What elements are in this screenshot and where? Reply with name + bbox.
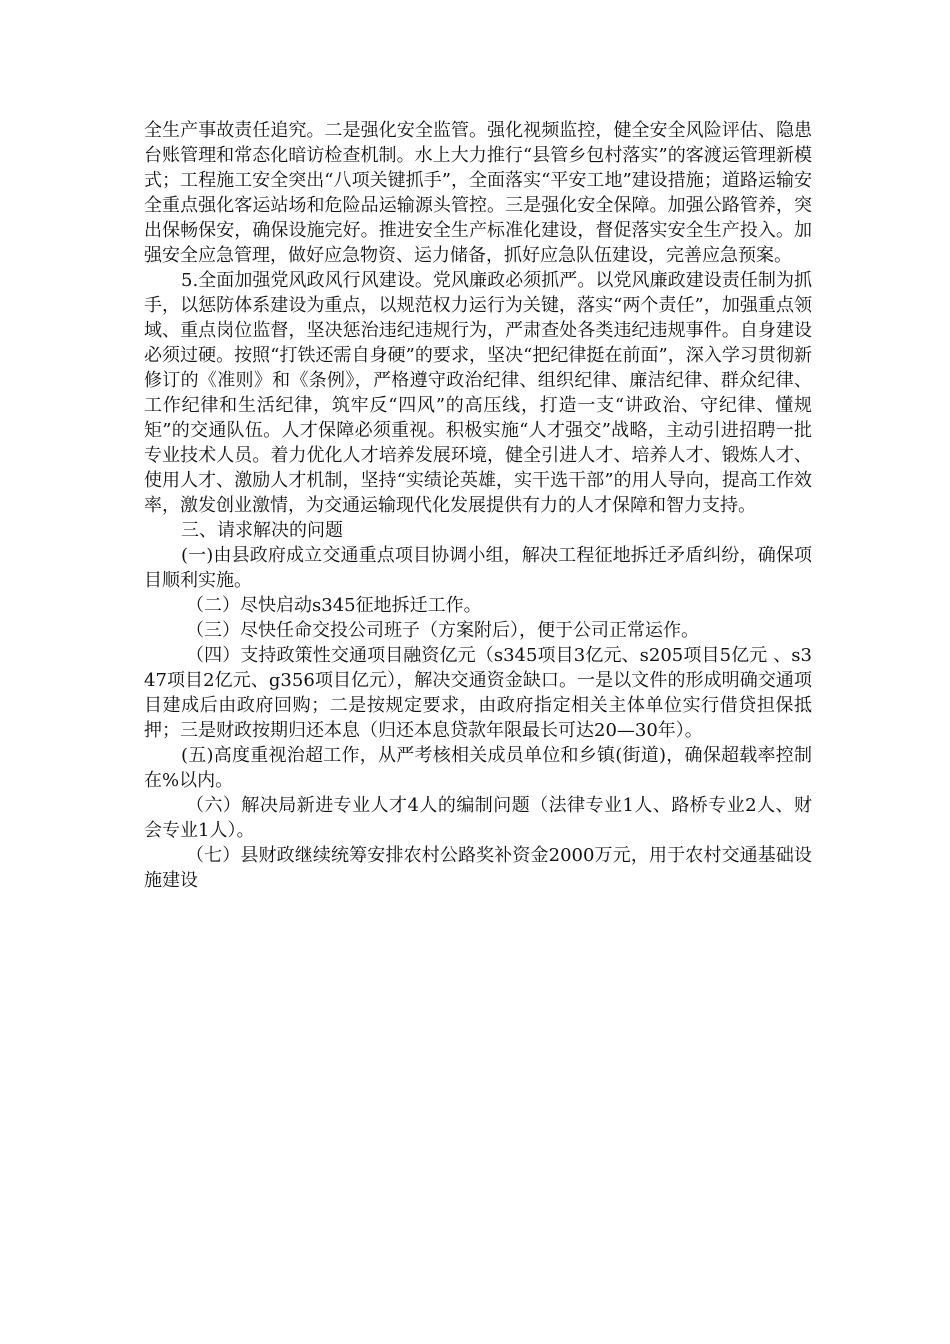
request-item-7: （七）县财政继续统筹安排农村公路奖补资金2000万元，用于农村交通基础设施建设 [144,845,812,891]
request-item-5: (五)高度重视治超工作，从严考核相关成员单位和乡镇(街道)，确保超载率控制在%以内。 [144,745,812,791]
paragraph-safety-continued: 全生产事故责任追究。二是强化安全监管。强化视频监控，健全安全风险评估、隐患台账管理和常态化暗访检查机制。水上大力推行“县管乡包村落实”的客渡运管理新模式；工程施工安全突出“八项关键抓手”，全面落实“平安工地”建设措施；道路运输安全重点强化客运站场和危险品运输源头管控。三是强化安全保障。加强公路管养，突出保畅保安，确保设施完好。推进安全生产标准化建设，督促落实安全生产投入。加强安全应急管理，做好应急物资、运力储备，抓好应急队伍建设，完善应急预案。 [144,120,812,266]
request-item-2: （二）尽快启动s345征地拆迁工作。 [186,595,482,616]
document-body [144,118,812,893]
request-item-4: （四）支持政策性交通项目融资亿元（s345项目3亿元、s205项目5亿元 、s347项目2亿元、g356项目亿元），解决交通资金缺口。一是以文件的形成明确交通项目建成后由政府回购；二是按规定要求，由政府指定相关主体单位实行借贷担保抵押；三是财政按期归还本息（归还本息贷款年限最长可达20—30年）。 [144,645,812,741]
request-item-1: (一)由县政府成立交通重点项目协调小组，解决工程征地拆迁矛盾纠纷，确保项目顺利实施。 [144,545,812,591]
request-item-6: （六）解决局新进专业人才4人的编制问题（法律专业1人、路桥专业2人、财会专业1人）。 [144,795,812,841]
request-item-3: （三）尽快任命交投公司班子（方案附后），便于公司正常运作。 [186,620,699,641]
section-heading-requests: 三、请求解决的问题 [181,520,343,541]
paragraph-party-conduct: 5.全面加强党风政风行风建设。党风廉政必须抓严。以党风廉政建设责任制为抓手，以惩防体系建设为重点，以规范权力运行为关键，落实“两个责任”，加强重点领域、重点岗位监督，坚决惩治违纪违规行为，严肃查处各类违纪违规事件。自身建设必须过硬。按照“打铁还需自身硬”的要求，坚决“把纪律挺在前面”，深入学习贯彻新修订的《准则》和《条例》，严格遵守政治纪律、组织纪律、廉洁纪律、群众纪律、工作纪律和生活纪律，筑牢反“四风”的高压线，打造一支“讲政治、守纪律、懂规矩”的交通队伍。人才保障必须重视。积极实施“人才强交”战略，主动引进招聘一批专业技术人员。着力优化人才培养发展环境，健全引进人才、培养人才、锻炼人才、使用人才、激励人才机制，坚持“实绩论英雄，实干选干部”的用人导向，提高工作效率，激发创业激情，为交通运输现代化发展提供有力的人才保障和智力支持。 [144,270,812,516]
